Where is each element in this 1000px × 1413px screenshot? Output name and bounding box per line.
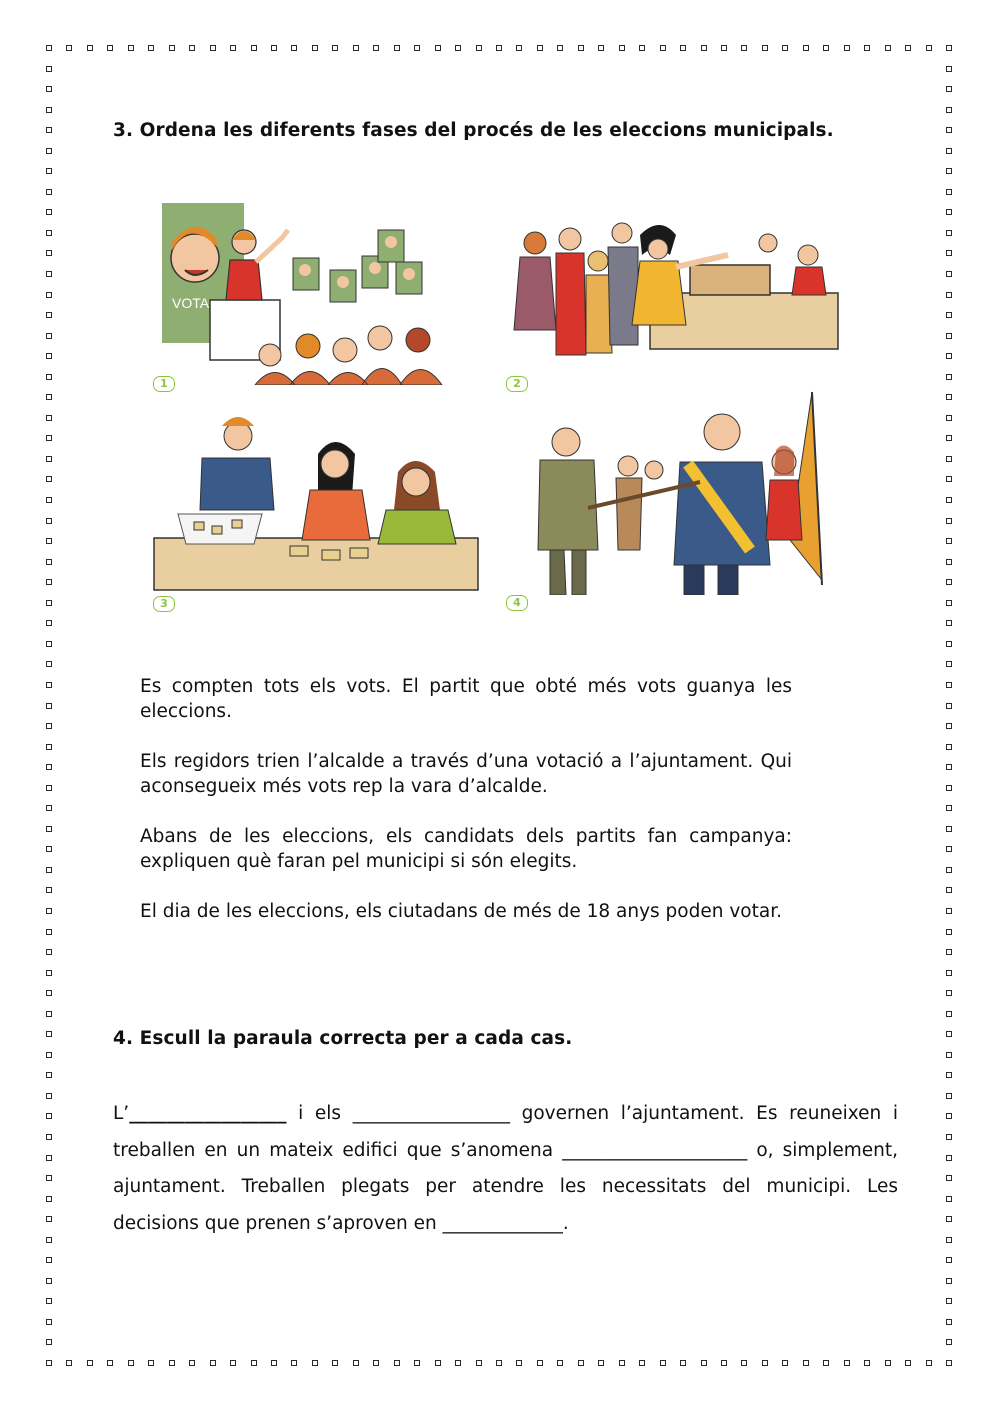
border-square — [46, 127, 52, 133]
border-square — [46, 1155, 52, 1161]
border-square — [721, 1360, 727, 1366]
border-square — [46, 826, 52, 832]
border-square — [946, 333, 952, 339]
border-square — [46, 107, 52, 113]
border-square — [373, 1360, 379, 1366]
border-square — [46, 1093, 52, 1099]
border-square — [721, 45, 727, 51]
border-square — [946, 744, 952, 750]
image-number-badge: 1 — [153, 376, 175, 392]
border-square — [598, 1360, 604, 1366]
border-square — [251, 1360, 257, 1366]
border-square — [946, 826, 952, 832]
border-square — [46, 1072, 52, 1078]
border-square — [782, 1360, 788, 1366]
illustration-campaign — [150, 200, 460, 389]
statement-text: Abans de les eleccions, els candidats dels partits fan campanya: expliquen què faran pel municipi si són elegits. — [140, 826, 792, 872]
border-square — [537, 45, 543, 51]
exercise-4-title: 4. Escull la paraula correcta per a cada cas. — [113, 1028, 573, 1049]
border-square — [578, 1360, 584, 1366]
border-square — [46, 1298, 52, 1304]
border-square — [946, 86, 952, 92]
border-square — [291, 1360, 297, 1366]
border-square — [496, 45, 502, 51]
border-square — [394, 45, 400, 51]
border-square — [230, 45, 236, 51]
border-square — [946, 661, 952, 667]
border-square — [946, 1031, 952, 1037]
border-square — [864, 1360, 870, 1366]
image-number-badge: 2 — [506, 376, 528, 392]
border-square — [46, 86, 52, 92]
border-square — [46, 805, 52, 811]
border-square — [557, 45, 563, 51]
border-square — [741, 45, 747, 51]
border-square — [46, 415, 52, 421]
border-square — [946, 1298, 952, 1304]
border-square — [87, 45, 93, 51]
border-square — [946, 723, 952, 729]
border-square — [128, 45, 134, 51]
border-square — [66, 1360, 72, 1366]
illustration-mayor — [500, 390, 830, 609]
border-square — [926, 1360, 932, 1366]
border-square — [946, 620, 952, 626]
cloze-paragraph — [113, 1096, 898, 1242]
border-square — [46, 949, 52, 955]
border-square — [762, 45, 768, 51]
border-square — [823, 1360, 829, 1366]
blank-field[interactable]: _________________ — [352, 1103, 510, 1124]
border-square — [946, 1134, 952, 1140]
border-square — [946, 1278, 952, 1284]
border-square — [803, 1360, 809, 1366]
border-square — [46, 250, 52, 256]
border-square — [946, 415, 952, 421]
border-square — [46, 929, 52, 935]
border-square — [46, 292, 52, 298]
border-square — [148, 1360, 154, 1366]
border-square — [353, 45, 359, 51]
border-square — [946, 641, 952, 647]
border-square — [496, 1360, 502, 1366]
border-square — [46, 620, 52, 626]
border-square — [46, 518, 52, 524]
border-square — [946, 107, 952, 113]
border-square — [946, 1319, 952, 1325]
border-square — [946, 1113, 952, 1119]
cloze-text: o, simplement, ajuntament. Treballen plegats per atendre les necessitats del municipi. Les decisions que prenen s’aproven en — [113, 1139, 898, 1234]
border-square — [598, 45, 604, 51]
border-square — [946, 1216, 952, 1222]
poster-text: VOTA — [172, 295, 210, 311]
border-square — [537, 1360, 543, 1366]
border-square — [46, 579, 52, 585]
border-square — [435, 45, 441, 51]
border-square — [946, 292, 952, 298]
border-square — [639, 45, 645, 51]
border-square — [946, 867, 952, 873]
border-square — [87, 1360, 93, 1366]
border-square — [373, 45, 379, 51]
border-square — [435, 1360, 441, 1366]
border-square — [946, 374, 952, 380]
border-square — [46, 353, 52, 359]
border-square — [946, 45, 952, 51]
border-square — [46, 1319, 52, 1325]
border-square — [169, 45, 175, 51]
cloze-text: i els — [286, 1103, 353, 1124]
border-square — [946, 230, 952, 236]
border-square — [46, 230, 52, 236]
statement-text: El dia de les eleccions, els ciutadans de més de 18 anys poden votar. — [140, 901, 782, 922]
border-square — [803, 45, 809, 51]
border-square — [46, 744, 52, 750]
border-square — [516, 1360, 522, 1366]
cloze-text: governen l’ajuntament. Es reuneixen i treballen en un mateix edifici que s’anomena — [113, 1103, 898, 1161]
border-square — [46, 476, 52, 482]
border-square — [557, 1360, 563, 1366]
border-square — [332, 45, 338, 51]
border-square — [946, 846, 952, 852]
border-square — [946, 703, 952, 709]
cloze-text: . — [562, 1212, 569, 1234]
border-square — [46, 168, 52, 174]
blank-field[interactable]: ____________________ — [562, 1139, 748, 1161]
border-square — [946, 66, 952, 72]
border-square — [946, 189, 952, 195]
border-square — [516, 45, 522, 51]
border-square — [782, 45, 788, 51]
border-square — [946, 127, 952, 133]
border-square — [946, 1175, 952, 1181]
border-square — [46, 661, 52, 667]
border-square — [946, 168, 952, 174]
border-square — [394, 1360, 400, 1366]
border-square — [66, 45, 72, 51]
border-square — [619, 45, 625, 51]
border-square — [230, 1360, 236, 1366]
border-square — [680, 1360, 686, 1366]
border-square — [46, 1237, 52, 1243]
border-square — [46, 394, 52, 400]
border-square — [46, 271, 52, 277]
border-square — [946, 949, 952, 955]
border-square — [946, 929, 952, 935]
border-square — [946, 250, 952, 256]
border-square — [946, 579, 952, 585]
border-square — [46, 559, 52, 565]
cloze-text: L’ — [113, 1103, 130, 1124]
border-square — [946, 1052, 952, 1058]
border-square — [946, 456, 952, 462]
border-square — [946, 497, 952, 503]
border-square — [46, 846, 52, 852]
border-square — [46, 723, 52, 729]
border-square — [905, 45, 911, 51]
exercise-3-title: 3. Ordena les diferents fases del procés de les eleccions municipals. — [113, 120, 834, 141]
border-square — [251, 45, 257, 51]
border-square — [905, 1360, 911, 1366]
border-square — [639, 1360, 645, 1366]
border-square — [660, 45, 666, 51]
border-square — [353, 1360, 359, 1366]
border-square — [660, 1360, 666, 1366]
border-square — [46, 435, 52, 441]
border-square — [946, 353, 952, 359]
border-square — [680, 45, 686, 51]
border-square — [946, 435, 952, 441]
border-square — [864, 45, 870, 51]
border-square — [946, 148, 952, 154]
border-square — [46, 785, 52, 791]
border-square — [189, 1360, 195, 1366]
blank-field[interactable]: _________________ — [129, 1103, 287, 1124]
border-square — [312, 45, 318, 51]
border-square — [946, 518, 952, 524]
border-square — [946, 1257, 952, 1263]
border-square — [46, 1113, 52, 1119]
border-square — [455, 45, 461, 51]
border-square — [46, 1360, 52, 1366]
border-square — [46, 970, 52, 976]
border-square — [46, 908, 52, 914]
border-square — [885, 1360, 891, 1366]
border-square — [271, 1360, 277, 1366]
border-square — [946, 476, 952, 482]
border-square — [46, 1278, 52, 1284]
border-square — [946, 209, 952, 215]
border-square — [946, 1072, 952, 1078]
border-square — [578, 45, 584, 51]
border-square — [46, 1257, 52, 1263]
border-square — [46, 1216, 52, 1222]
border-square — [46, 189, 52, 195]
border-square — [946, 1155, 952, 1161]
border-square — [210, 1360, 216, 1366]
border-square — [946, 970, 952, 976]
border-square — [926, 45, 932, 51]
border-square — [844, 1360, 850, 1366]
blank-field[interactable]: _____________ — [442, 1212, 563, 1234]
image-number-badge: 3 — [153, 596, 175, 612]
border-square — [946, 908, 952, 914]
border-square — [46, 209, 52, 215]
border-square — [46, 1339, 52, 1345]
border-square — [169, 1360, 175, 1366]
border-square — [885, 45, 891, 51]
border-square — [46, 764, 52, 770]
border-square — [46, 600, 52, 606]
border-square — [46, 374, 52, 380]
border-square — [46, 641, 52, 647]
border-square — [46, 312, 52, 318]
border-square — [414, 45, 420, 51]
border-square — [476, 45, 482, 51]
border-square — [741, 1360, 747, 1366]
border-square — [46, 1175, 52, 1181]
border-square — [46, 703, 52, 709]
border-square — [46, 66, 52, 72]
border-square — [946, 1237, 952, 1243]
border-square — [946, 312, 952, 318]
border-square — [946, 1011, 952, 1017]
border-square — [946, 538, 952, 544]
border-square — [271, 45, 277, 51]
statement-text: Es compten tots els vots. El partit que obté més vots guanya les eleccions. — [140, 676, 792, 722]
border-square — [946, 887, 952, 893]
border-square — [946, 682, 952, 688]
illustration-voting — [500, 215, 840, 390]
border-square — [946, 1093, 952, 1099]
border-square — [46, 1196, 52, 1202]
border-square — [46, 456, 52, 462]
border-square — [46, 887, 52, 893]
border-square — [46, 148, 52, 154]
border-square — [46, 990, 52, 996]
border-square — [946, 1360, 952, 1366]
border-square — [946, 1196, 952, 1202]
border-square — [946, 990, 952, 996]
border-square — [332, 1360, 338, 1366]
border-square — [946, 394, 952, 400]
border-square — [46, 333, 52, 339]
border-square — [946, 600, 952, 606]
border-square — [455, 1360, 461, 1366]
border-square — [946, 271, 952, 277]
border-square — [46, 1011, 52, 1017]
border-square — [946, 559, 952, 565]
border-square — [46, 45, 52, 51]
border-square — [762, 1360, 768, 1366]
border-square — [701, 1360, 707, 1366]
border-square — [946, 785, 952, 791]
statements-list — [140, 674, 792, 949]
border-square — [414, 1360, 420, 1366]
border-square — [946, 1339, 952, 1345]
border-square — [946, 805, 952, 811]
border-square — [46, 867, 52, 873]
border-square — [210, 45, 216, 51]
border-square — [46, 1052, 52, 1058]
border-square — [189, 45, 195, 51]
border-square — [701, 45, 707, 51]
border-square — [946, 764, 952, 770]
border-square — [46, 682, 52, 688]
border-square — [46, 497, 52, 503]
border-square — [107, 1360, 113, 1366]
border-square — [823, 45, 829, 51]
border-square — [46, 538, 52, 544]
border-square — [291, 45, 297, 51]
border-square — [844, 45, 850, 51]
border-square — [128, 1360, 134, 1366]
image-number-badge: 4 — [506, 595, 528, 611]
border-square — [46, 1134, 52, 1140]
border-square — [476, 1360, 482, 1366]
illustration-counting — [150, 410, 480, 610]
border-square — [619, 1360, 625, 1366]
statement-text: Els regidors trien l’alcalde a través d’una votació a l’ajuntament. Qui aconsegueix més vots rep la vara d’alcalde. — [140, 751, 792, 797]
border-square — [312, 1360, 318, 1366]
border-square — [148, 45, 154, 51]
border-square — [107, 45, 113, 51]
border-square — [46, 1031, 52, 1037]
